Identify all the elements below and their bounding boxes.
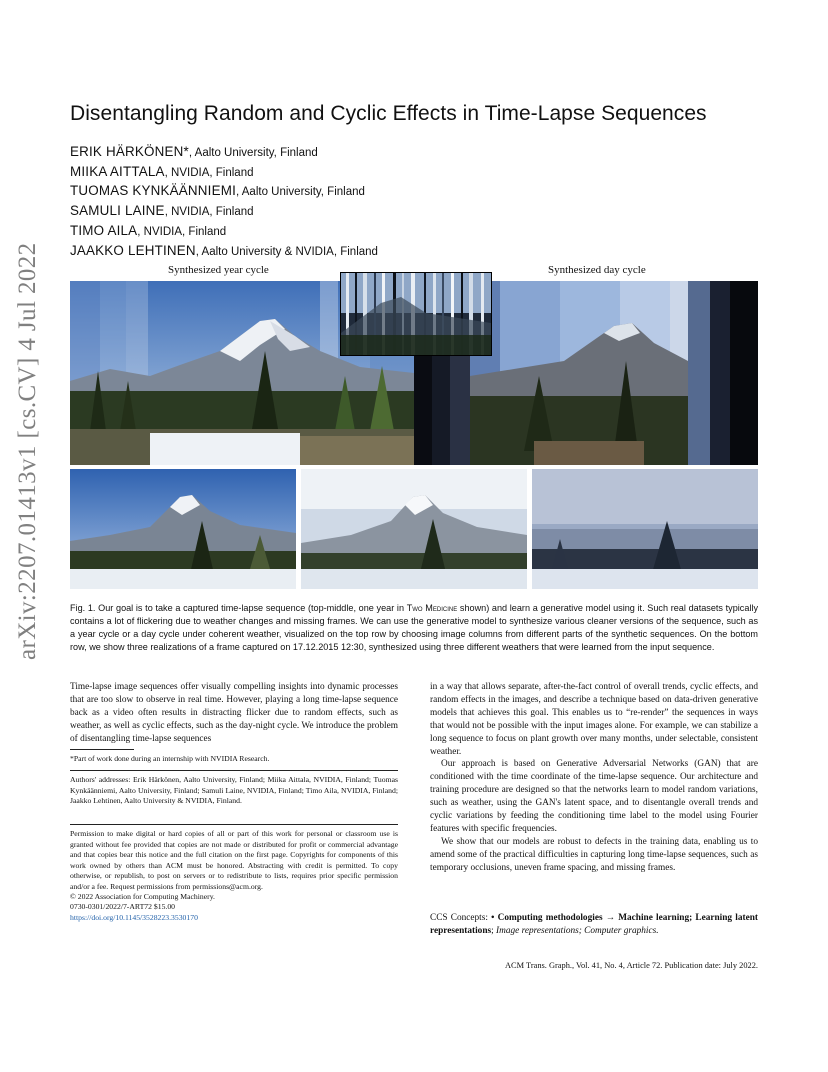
year-cycle-label: Synthesized year cycle	[168, 264, 269, 276]
right-para-3: We show that our models are robust to defects in the training data, enabling us to amend some of the practical difficulties in capturing long time-lapse sequences, such as temporary occlusions, uneven frame spacing, and missing frames.	[430, 836, 758, 873]
author-name: JAAKKO LEHTINEN	[70, 242, 196, 258]
author-name: MIIKA AITTALA	[70, 163, 165, 179]
right-para-1: in a way that allows separate, after-the-fact control of overall trends, cyclic effects, and random effects in the images, and describe a technique based on data-driven generative models that achieves this goal. This enables us to “re-render” the sequences in ways that would not be possible with the input images alone. For example, we can stabilize a long sequence to focus on plant growth over many months, under selectable, consistent weather.	[430, 682, 758, 757]
permission-notice: Permission to make digital or hard copies of all or part of this work for personal or classroom use is granted without fee provided that copies are not made or distributed for profit or commercial advantage and that copies bear this notice and the full citation on the first page. Copyrights for components of this work owned by others than ACM must be honored. Abstracting with credit is permitted. To copy otherwise, or republish, to post on servers or to redistribute to lists, requires prior specific permission and/or a fee. Request permissions from permissions@acm.org.	[70, 829, 398, 891]
author-name: TUOMAS KYNKÄÄNNIEMI	[70, 183, 236, 199]
day-cycle-label: Synthesized day cycle	[548, 264, 646, 276]
author-line	[70, 202, 378, 222]
author-affiliation: , Aalto University, Finland	[236, 186, 365, 199]
ccs-concepts: CCS Concepts: • Computing methodologies → Machine learning; Learning latent representations; Image representations; Computer graphics.	[430, 913, 758, 936]
footnote-rule	[70, 749, 134, 750]
author-name: TIMO AILA	[70, 222, 138, 238]
author-affiliation: , Aalto University, Finland	[188, 147, 318, 159]
footnote: *Part of work done during an internship with NVIDIA Research.	[70, 754, 270, 763]
author-line	[70, 242, 378, 262]
author-name: SAMULI LAINE	[70, 203, 165, 219]
paper-title: Disentangling Random and Cyclic Effects in Time-Lapse Sequences	[70, 102, 707, 125]
issn-line: 0730-0301/2022/7-ART72 $15.00	[70, 902, 176, 911]
ccs-italic-terms: Image representations; Computer graphics.	[496, 925, 659, 936]
author-affiliation: , Aalto University & NVIDIA, Finland	[195, 245, 378, 258]
ccs-lead: CCS Concepts:	[430, 913, 488, 923]
teaser-figure	[70, 281, 758, 589]
author-line	[70, 182, 378, 202]
right-para-2: Our approach is based on Generative Adversarial Networks (GAN) that are conditioned with the time coordinate of the time-lapse sequence. Our architecture and training procedure are designed so that the networks learn to model random variations, such as weather, using the GAN's latent space, and to disentangle overall trends and cyclic variations by feeding the conditioning time label to the model using Fourier features with specific frequencies.	[430, 759, 758, 834]
permission-rule	[70, 824, 398, 825]
address-rule	[70, 770, 398, 771]
caption-fig-label: Fig. 1.	[70, 603, 96, 613]
author-affiliation: , NVIDIA, Finland	[164, 166, 254, 179]
author-addresses: Authors' addresses: Erik Härkönen, Aalto University, Finland; Miika Aittala, NVIDIA, Finland; Tuomas Kynkäänniemi, Aalto University, Finland; Samuli Laine, NVIDIA, Finland; Timo Aila, NVIDIA, Finland; Jaakko Lehtinen, Aalto University & NVIDIA, Finland.	[70, 775, 398, 805]
weather-sample-1	[70, 469, 296, 589]
left-column	[70, 681, 398, 746]
copyright-line: © 2022 Association for Computing Machinery.	[70, 892, 215, 901]
author-affiliation: , NVIDIA, Finland	[137, 225, 227, 238]
page-footer: ACM Trans. Graph., Vol. 41, No. 4, Article 72. Publication date: July 2022.	[504, 961, 758, 970]
input-sequence-inset	[340, 272, 492, 356]
author-line	[70, 143, 378, 163]
caption-text-b: shown) and learn a generative model using it. Such real datasets typically contains a lot of flickering due to weather changes and missing frames. We can use the generative model to synthesize various cleaner versions of the sequence, such as a year cycle or a day cycle under coherent weather, visualized on the top row by choosing image columns from different parts of the synthetic sequences. On the bottom row, we show three realizations of a frame captured on 17.12.2015 12:30, synthesized using three different weathers that were learned from the input sequence.	[70, 603, 758, 653]
caption-dataset-name: Two Medicine	[406, 603, 458, 613]
author-list	[70, 143, 378, 261]
right-column	[430, 681, 758, 875]
author-name: ERIK HÄRKÖNEN*	[70, 144, 189, 159]
weather-sample-2	[301, 469, 527, 589]
author-affiliation: , NVIDIA, Finland	[164, 206, 254, 219]
author-line	[70, 222, 378, 242]
arxiv-stamp: arXiv:2207.01413v1 [cs.CV] 4 Jul 2022	[14, 242, 41, 660]
abstract-para-1: Time-lapse image sequences offer visually compelling insights into dynamic processes that are too slow to observe in real time. However, playing a long time-lapse sequence back as a video often results in distracting flicker due to random effects, such as weather, as well as cyclic effects, such as the day-night cycle. We introduce the problem of disentangling time-lapse sequences	[70, 682, 398, 744]
author-line	[70, 163, 378, 183]
figure-caption	[70, 602, 758, 654]
weather-sample-3	[532, 469, 758, 589]
doi-link[interactable]: https://doi.org/10.1145/3528223.3530170	[70, 913, 198, 922]
ccs-bold-terms: • Computing methodologies → Machine learning; Learning latent representations	[430, 913, 758, 936]
caption-text-a: Our goal is to take a captured time-lapse sequence (top-middle, one year in	[98, 603, 404, 613]
